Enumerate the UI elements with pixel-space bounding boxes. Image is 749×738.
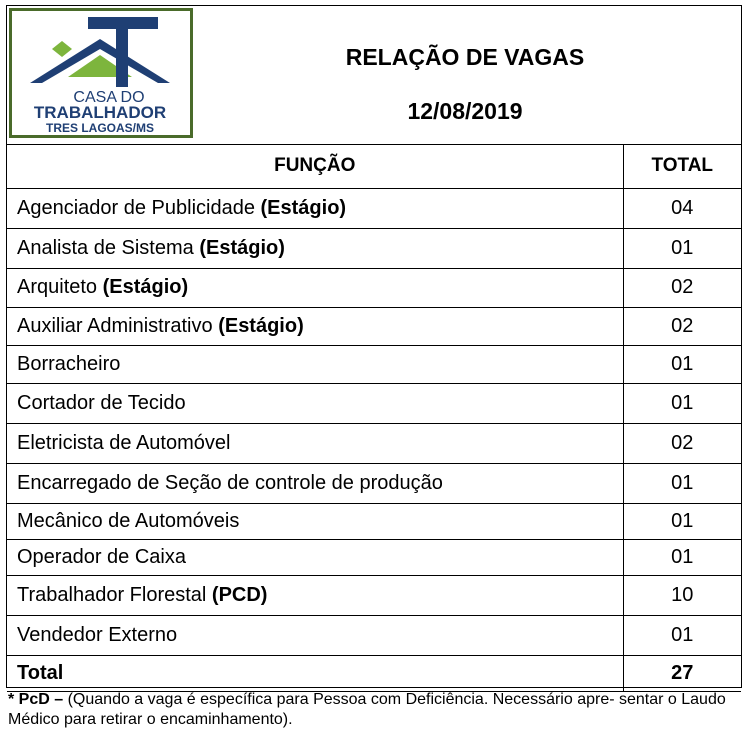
job-function-cell — [7, 268, 623, 307]
logo-emblem-icon — [12, 11, 190, 135]
footnote — [8, 690, 744, 730]
table-row — [7, 503, 741, 539]
table-row — [7, 188, 741, 228]
table-row — [7, 268, 741, 307]
job-function-tag: (Estágio) — [218, 314, 304, 337]
job-function-name: Mecânico de Automóveis — [17, 509, 240, 532]
job-listing-sheet — [6, 5, 742, 688]
footnote-text: (Quando a vaga é específica para Pessoa com Deficiência. Necessário apre- sentar o Laudo Médico para retirar o encaminhamento). — [8, 691, 726, 728]
job-function-cell — [7, 503, 623, 539]
job-function-cell — [7, 307, 623, 345]
job-function-cell — [7, 615, 623, 655]
job-function-cell — [7, 383, 623, 423]
logo-line1: CASA DO — [73, 89, 145, 106]
job-total-cell: 04 — [623, 188, 741, 228]
job-function-tag: (Estágio) — [199, 236, 285, 259]
job-function-name: Encarregado de Seção de controle de produção — [17, 471, 443, 494]
total-value: 27 — [623, 655, 741, 691]
job-function-name: Vendedor Externo — [17, 623, 178, 646]
column-header-function: FUNÇÃO — [7, 144, 623, 188]
job-function-cell — [7, 423, 623, 463]
job-function-cell — [7, 463, 623, 503]
job-function-name: Auxiliar Administrativo — [17, 314, 213, 337]
table-row — [7, 345, 741, 383]
job-function-tag: (Estágio) — [260, 196, 347, 219]
job-total-cell: 01 — [623, 228, 741, 268]
job-function-cell — [7, 228, 623, 268]
vacancies-table — [7, 144, 741, 692]
job-function-cell — [7, 188, 623, 228]
table-row — [7, 463, 741, 503]
job-total-cell: 02 — [623, 307, 741, 345]
casa-do-trabalhador-logo — [9, 8, 193, 138]
table-total-row — [7, 655, 741, 691]
header — [7, 6, 741, 145]
page-date: 12/08/2019 — [407, 98, 523, 124]
footnote-marker: * PcD – — [8, 691, 64, 708]
job-total-cell: 01 — [623, 345, 741, 383]
job-total-cell: 01 — [623, 615, 741, 655]
job-total-cell: 01 — [623, 383, 741, 423]
job-function-name: Cortador de Tecido — [17, 391, 186, 414]
logo-line2: TRABALHADOR — [33, 103, 167, 122]
logo-line3: TRES LAGOAS/MS — [45, 121, 155, 135]
job-function-cell — [7, 575, 623, 615]
job-function-cell — [7, 539, 623, 575]
job-function-cell — [7, 345, 623, 383]
job-total-cell: 02 — [623, 423, 741, 463]
job-function-name: Trabalhador Florestal — [17, 583, 207, 606]
table-row — [7, 575, 741, 615]
table-header-row — [7, 144, 741, 188]
table-row — [7, 383, 741, 423]
job-total-cell: 10 — [623, 575, 741, 615]
total-label: Total — [7, 655, 623, 691]
job-function-name: Agenciador de Publicidade — [17, 196, 255, 219]
job-function-tag: (Estágio) — [102, 276, 189, 298]
job-function-name: Arquiteto — [17, 276, 98, 298]
table-row — [7, 539, 741, 575]
job-function-tag: (PCD) — [211, 583, 268, 606]
job-function-name: Borracheiro — [17, 352, 121, 375]
job-function-name: Eletricista de Automóvel — [17, 431, 231, 454]
table-row — [7, 307, 741, 345]
table-row — [7, 423, 741, 463]
table-row — [7, 615, 741, 655]
job-function-name: Analista de Sistema — [17, 236, 194, 259]
job-function-name: Operador de Caixa — [17, 545, 186, 568]
column-header-total: TOTAL — [623, 144, 741, 188]
page-title: RELAÇÃO DE VAGAS — [345, 44, 585, 70]
table-row — [7, 228, 741, 268]
job-total-cell: 01 — [623, 463, 741, 503]
job-total-cell: 01 — [623, 539, 741, 575]
job-total-cell: 01 — [623, 503, 741, 539]
job-total-cell: 02 — [623, 268, 741, 307]
